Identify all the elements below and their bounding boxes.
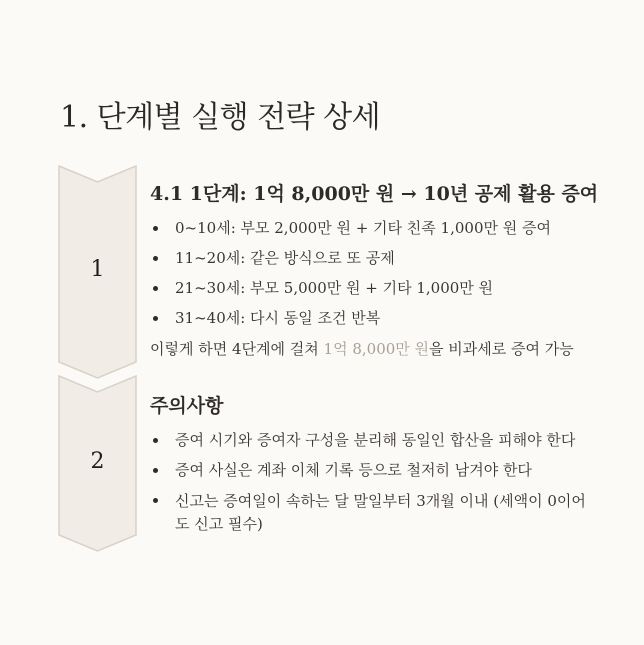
step-number: 1 (90, 257, 105, 282)
bullet-item: 증여 사실은 계좌 이체 기록 등으로 철저히 남겨야 한다 (150, 460, 600, 480)
note-text: 이렇게 하면 4단계에 걸쳐 (150, 340, 324, 358)
step-1-bullet-list (150, 218, 600, 328)
note-text: 을 비과세로 증여 가능 (429, 340, 574, 358)
step-heading: 주의사항 (150, 395, 224, 417)
bullet-item: 31~40세: 다시 동일 조건 반복 (150, 308, 600, 328)
step-number: 2 (90, 449, 105, 474)
step-1-section (58, 165, 644, 380)
bullet-item: 증여 시기와 증여자 구성을 분리해 동일인 합산을 피해야 한다 (150, 430, 600, 450)
step-2-section (58, 375, 644, 553)
summary-note (150, 338, 600, 359)
bullet-item: 11~20세: 같은 방식으로 또 공제 (150, 248, 600, 268)
page-title: 1. 단계별 실행 전략 상세 (60, 100, 381, 135)
step-2-body (150, 391, 600, 546)
step-2-chevron-marker (58, 375, 137, 553)
step-heading: 4.1 1단계: 1억 8,000만 원 → 10년 공제 활용 증여 (150, 183, 599, 205)
bullet-item: 21~30세: 부모 5,000만 원 + 기타 1,000만 원 (150, 278, 600, 298)
step-1-chevron-marker (58, 165, 137, 380)
note-highlight-amount: 1억 8,000만 원 (323, 340, 430, 358)
bullet-item: 신고는 증여일이 속하는 달 말일부터 3개월 이내 (세액이 0이어도 신고 필수) (150, 490, 595, 536)
bullet-item: 0~10세: 부모 2,000만 원 + 기타 친족 1,000만 원 증여 (150, 218, 600, 238)
step-1-body (150, 179, 600, 359)
step-2-bullet-list (150, 430, 600, 536)
